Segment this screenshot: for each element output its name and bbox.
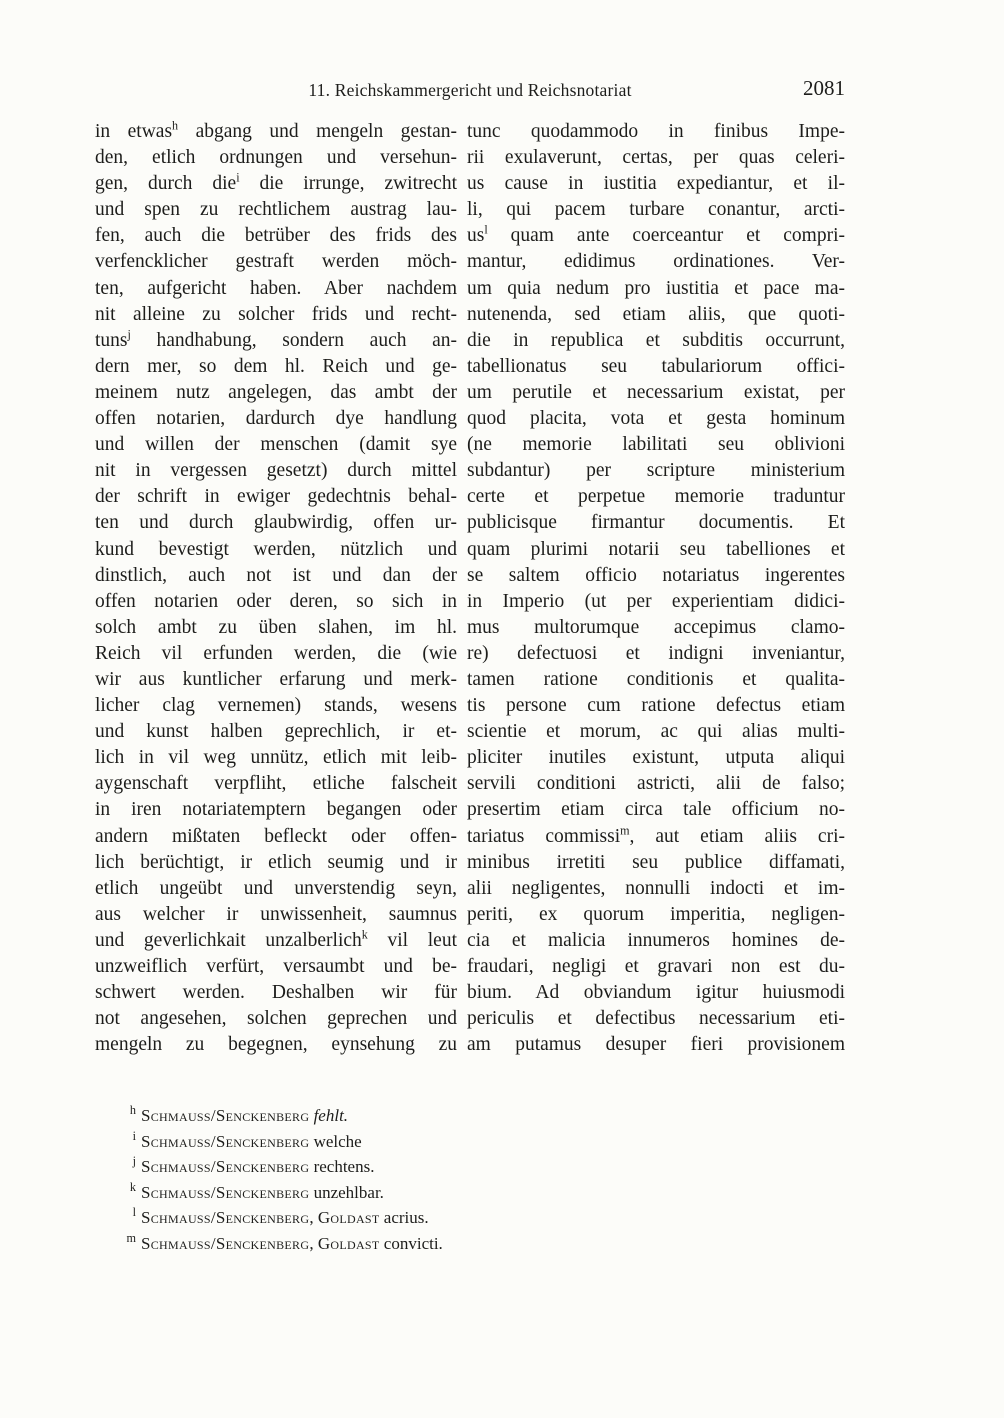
- text-line: und spen zu rechtlichem austrag lau-: [95, 199, 457, 221]
- footnote-text: unzehlbar.: [309, 1182, 384, 1202]
- variant-reference-mark: h: [172, 118, 179, 133]
- variant-reference-mark: j: [127, 327, 131, 342]
- text-line: tuns$^j$ handhabung, sondern auch an-: [95, 327, 457, 351]
- text-line: etlich ungeübt und unverstendig seyn,: [95, 877, 457, 899]
- text-block: [95, 119, 845, 1058]
- text-line: fraudari, negligi et gravari non est du-: [467, 956, 845, 977]
- text-line: dinstlich, auch not ist und dan der: [95, 564, 457, 586]
- text-line: tamen ratione conditionis et qualita-: [467, 668, 845, 690]
- text-line: dern mer, so dem hl. Reich und ge-: [95, 355, 457, 377]
- text-line: um perutile et necessarium existat, per: [467, 381, 845, 403]
- text-line: in Imperio (ut per experientiam didici-: [467, 590, 845, 612]
- text-line: subdantur) per scripture ministerium: [467, 460, 845, 482]
- text-line: in iren notariatemptern begangen oder: [95, 799, 457, 821]
- variant-reference-mark: m: [620, 823, 630, 838]
- text-line: den, etlich ordnungen und versehun-: [95, 147, 457, 169]
- text-line: mengeln zu begegnen, eynsehung zu: [95, 1034, 457, 1056]
- text-line: minibus irretiti seu publice diffamati,: [467, 851, 845, 873]
- text-line: not angesehen, solchen geprechen und: [95, 1008, 457, 1030]
- text-line: servili conditioni astricti, alii de falso;: [467, 773, 845, 795]
- text-line: aygenschaft verpfliht, etliche falscheit: [95, 773, 457, 795]
- text-line: (ne memorie labilitati seu oblivioni: [467, 434, 845, 456]
- left-column: [95, 119, 457, 1058]
- text-line: die in republica et subditis occurrunt,: [467, 329, 845, 351]
- footnote-source-name: Goldast: [317, 1233, 380, 1253]
- text-line: $us^l$ quam ante coerceantur et compri-: [467, 222, 845, 247]
- footnote-source-name: Schmauss/Senckenberg: [141, 1157, 310, 1176]
- footnote-text: ,: [309, 1208, 318, 1227]
- footnote: $^k$ Schmauss/Senckenberg unzehlbar.: [129, 1179, 384, 1202]
- footnotes-section: [120, 1103, 840, 1256]
- footnote: $^m$ Schmauss/Senckenberg, Goldast convicti.: [126, 1230, 443, 1253]
- text-line: tariatus commissi$^m$, aut etiam aliis cri-: [467, 823, 845, 847]
- text-line: mantur, edidimus ordinationes. Ver-: [467, 251, 845, 273]
- text-line: alii negligentes, nonnulli indocti et im-: [467, 877, 845, 899]
- footnote-source-name: Schmauss/Senckenberg: [141, 1233, 310, 1253]
- text-line: licher clag vernemen) stands, wesens: [95, 695, 457, 717]
- footnote-source-name: Goldast: [317, 1208, 380, 1227]
- text-line: am putamus desuper fieri provisionem: [467, 1034, 845, 1056]
- page-header: [95, 76, 845, 104]
- text-line: nutenenda, sed etiam aliis, que quoti-: [467, 303, 845, 325]
- footnote: $^h$ Schmauss/Senckenberg fehlt.: [129, 1103, 349, 1125]
- text-line: pliciter inutiles existunt, utputa aliqui: [467, 747, 845, 769]
- footnote-source-name: Schmauss/Senckenberg: [141, 1208, 310, 1227]
- text-line: re) defectuosi et indigni inveniantur,: [467, 642, 845, 664]
- text-line: li, qui pacem turbare conantur, arcti-: [467, 199, 845, 221]
- text-line: periculis et defectibus necessarium eti-: [467, 1008, 845, 1030]
- text-line: tabellionatus seu tabulariorum offici-: [467, 355, 845, 377]
- footnote: $^j$ Schmauss/Senckenberg rechtens.: [132, 1154, 375, 1176]
- text-line: offen notarien, dardurch dye handlung: [95, 408, 457, 430]
- text-line: und geverlichkait unzalberlich$^k$ vil leut: [95, 927, 457, 951]
- text-line: kund bevestigt werden, nützlich und: [95, 538, 457, 560]
- text-line: verfencklicher gestraft werden möch-: [95, 251, 457, 273]
- text-line: us cause in iustitia expediantur, et il-: [467, 173, 845, 195]
- footnote-text: ,: [309, 1233, 318, 1253]
- text-line: aus welcher ir unwissenheit, saumnus: [95, 903, 457, 925]
- text-line: in etwas$^h$ abgang und mengeln gestan-: [95, 118, 457, 142]
- running-header: 11. Reichskammergericht und Reichsnotariat: [308, 80, 632, 100]
- text-line: ten, aufgericht haben. Aber nachdem: [95, 277, 457, 299]
- text-line: unzweiflich verfürt, versaumbt und be-: [95, 956, 457, 977]
- text-line: se saltem officio notariatus ingerentes: [467, 564, 845, 586]
- footnote-text: rechtens.: [309, 1157, 375, 1176]
- text-line: mus multorumque accepimus clamo-: [467, 616, 845, 638]
- footnote-source-name: Schmauss/Senckenberg: [141, 1182, 310, 1202]
- text-line: und kunst halben geprechlich, ir et-: [95, 721, 457, 743]
- text-line: tunc quodammodo in finibus Impe-: [467, 121, 845, 142]
- text-line: nit in vergessen gesetzt) durch mittel: [95, 460, 457, 482]
- footnote-source-name: Schmauss/Senckenberg: [141, 1131, 310, 1151]
- footnote-source-name: Schmauss/Senckenberg: [141, 1106, 310, 1125]
- text-line: gen, durch die$^i$ die irrunge, zwitrecht: [95, 170, 457, 195]
- footnote: $^l$ Schmauss/Senckenberg, Goldast acrius.: [132, 1205, 429, 1227]
- text-line: um quia nedum pro iustitia et pace ma-: [467, 277, 845, 299]
- page-number: 2081: [803, 76, 845, 100]
- text-line: periti, ex quorum imperitia, negligen-: [467, 903, 845, 925]
- text-line: publicisque firmantur documentis. Et: [467, 512, 845, 534]
- text-line: und willen der menschen (damit sye: [95, 434, 457, 456]
- right-column: [467, 119, 845, 1058]
- text-line: ten und durch glaubwirdig, offen ur-: [95, 512, 457, 534]
- text-line: offen notarien oder deren, so sich in: [95, 590, 457, 612]
- text-line: tis persone cum ratione defectus etiam: [467, 695, 845, 717]
- text-line: nit alleine zu solcher frids und recht-: [95, 303, 457, 325]
- text-line: bium. Ad obviandum igitur huiusmodi: [467, 982, 845, 1004]
- variant-reference-mark: i: [236, 170, 240, 185]
- text-line: fen, auch die betrüber des frids des: [95, 225, 457, 247]
- text-line: presertim etiam circa tale officium no-: [467, 799, 845, 821]
- text-line: certe et perpetue memorie traduntur: [467, 486, 845, 508]
- text-line: Reich vil erfunden werden, die (wie: [95, 642, 457, 664]
- text-line: rii exulaverunt, certas, per quas celeri-: [467, 147, 845, 169]
- text-line: quod placita, vota et gesta hominum: [467, 408, 845, 430]
- text-line: meinem nutz angelegen, das ambt der: [95, 381, 457, 403]
- text-line: schwert werden. Deshalben wir für: [95, 982, 457, 1004]
- variant-reference-mark: l: [484, 222, 488, 237]
- footnote-text: welche: [309, 1131, 362, 1151]
- text-line: quam plurimi notarii seu tabelliones et: [467, 538, 845, 560]
- footnote-text: fehlt.: [313, 1106, 349, 1125]
- text-line: lich in vil weg unnütz, etlich mit leib-: [95, 747, 457, 769]
- variant-reference-mark: k: [361, 927, 368, 942]
- text-line: der schrift in ewiger gedechtnis behal-: [95, 486, 457, 508]
- text-line: scientie et morum, ac qui alias multi-: [467, 721, 845, 743]
- footnote: $^i$ Schmauss/Senckenberg welche: [132, 1128, 362, 1151]
- footnote-text: acrius.: [379, 1208, 429, 1227]
- text-line: solch ambt zu üben slahen, im hl.: [95, 616, 457, 638]
- text-line: lich berüchtigt, ir etlich seumig und ir: [95, 851, 457, 873]
- footnote-text: convicti.: [379, 1233, 443, 1253]
- text-line: andern mißtaten befleckt oder offen-: [95, 825, 457, 847]
- text-line: cia et malicia innumeros homines de-: [467, 929, 845, 951]
- text-line: wir aus kuntlicher erfarung und merk-: [95, 668, 457, 690]
